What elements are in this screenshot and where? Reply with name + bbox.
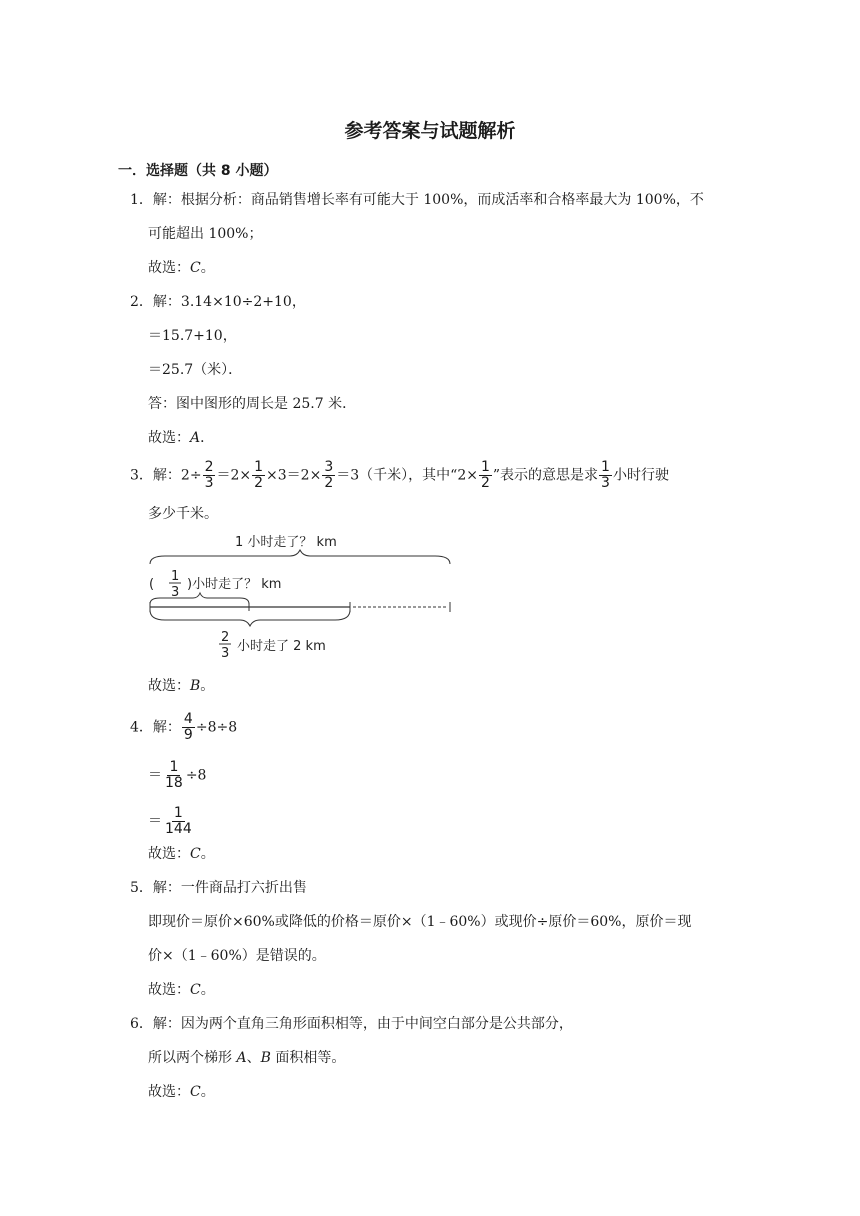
fraction: $\frac{1}{144}$ [165,805,192,837]
q5-line2: 即现价＝原价×60%或降低的价格＝原价×（1﹣60%）或现价÷原价＝60%，原价＝现 [148,914,692,930]
diagram-mid-den: 3 [171,585,180,600]
q3-answer: 故选：B。 [148,678,215,694]
q2-line4: 答：图中图形的周长是 25.7 米． [148,396,357,412]
q1-line1: 1．解：根据分析：商品销售增长率有可能大于 100%，而成活率和合格率最大为 100%，不 [130,192,704,208]
diagram-mid-open: ( [149,577,155,592]
q4-answer: 故选：C。 [148,846,215,862]
diagram-mid-num: 1 [171,569,180,584]
q6-line2: 所以两个梯形 A、B 面积相等。 [148,1050,346,1066]
q5-line1: 5．解：一件商品打六折出售 [130,880,307,896]
q4-line1: 4．解： $\frac{4}{9}$ ÷8÷8 [130,711,238,743]
q5-number: 5． [130,880,153,896]
diagram-bottom-num: 2 [221,630,230,645]
q2-line2: ＝15.7+10， [148,328,237,344]
q1-line2: 可能超出 100%； [148,226,263,242]
q2-line3: ＝25.7（米）． [148,362,243,378]
q4-line3: ＝ $\frac{1}{144}$ [148,805,192,837]
bottom-brace [150,610,350,626]
q2-number: 2． [130,294,153,310]
diagram-top-label: 1 小时走了？ km [235,535,337,550]
q4-number: 4． [130,719,153,736]
small-brace [150,593,249,604]
fraction: $\frac{2}{3}$ [204,459,214,491]
q5-answer: 故选：C。 [148,982,215,998]
q5-line3: 价×（1﹣60%）是错误的。 [148,948,326,964]
section-heading: 一．选择题（共 8 小题） [118,163,278,179]
fraction: $\frac{1}{2}$ [254,459,264,491]
diagram-mid-text: )小时走了？ km [187,577,282,592]
q3-number: 3． [130,467,153,484]
diagram-bottom-den: 3 [221,646,230,661]
q2-answer: 故选：A． [148,430,215,446]
q3-line1: 3．解：2÷ $\frac{2}{3}$ ＝2× $\frac{1}{2}$ ×3＝2× $\frac{3}{2}$ ＝3（千米），其中“2× $\frac{1}{2}$ ”表示的意思是求 $\frac{1}{3}$ 小时行驶 [130,459,669,491]
fraction: $\frac{1}{3}$ [601,459,610,491]
fraction: $\frac{1}{2}$ [480,459,490,491]
fraction: $\frac{1}{18}$ [165,759,183,791]
q4-line2: ＝ $\frac{1}{18}$ ÷8 [148,759,207,791]
distance-diagram [145,530,465,665]
q6-line1: 6．解：因为两个直角三角形面积相等，由于中间空白部分是公共部分， [130,1016,573,1032]
top-brace [150,550,450,564]
q6-number: 6． [130,1016,153,1032]
diagram-bottom-text: 小时走了 2 km [237,639,326,654]
fraction: $\frac{4}{9}$ [183,711,193,743]
fraction: $\frac{3}{2}$ [324,459,334,491]
q1-answer: 故选：C。 [148,260,215,276]
q6-answer: 故选：C。 [148,1084,215,1100]
q1-number: 1． [130,192,153,208]
q3-line2: 多少千米。 [148,506,218,522]
page-title: 参考答案与试题解析 [344,120,516,142]
q2-line1: 2．解：3.14×10÷2+10， [130,294,306,310]
